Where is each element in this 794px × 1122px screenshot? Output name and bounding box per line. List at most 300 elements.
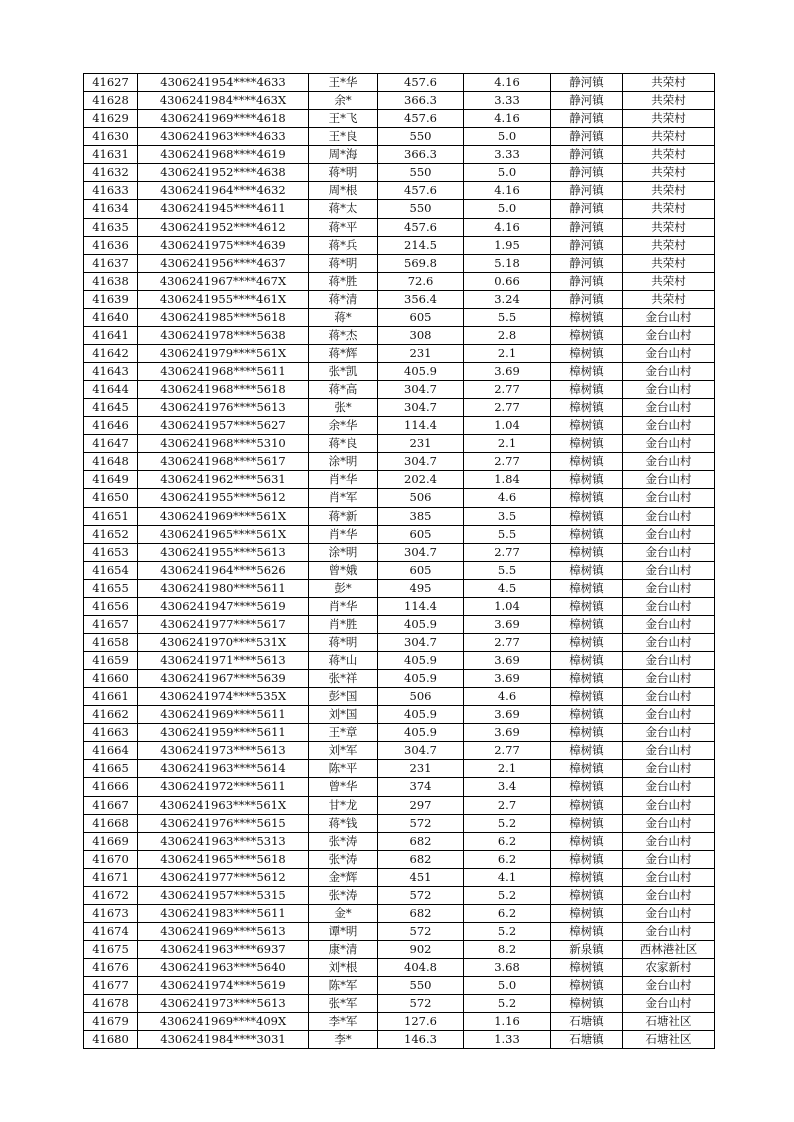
cell-area: 4.5 [464,579,551,597]
cell-area: 4.16 [464,182,551,200]
cell-area: 3.33 [464,92,551,110]
cell-amount: 457.6 [378,182,464,200]
cell-id-number: 4306241945****4611 [138,200,309,218]
cell-village: 金台山村 [623,344,715,362]
cell-row-number: 41662 [84,706,138,724]
cell-village: 共荣村 [623,164,715,182]
table-row [84,814,715,832]
cell-name: 蒋*杰 [309,326,378,344]
cell-name: 张*涛 [309,886,378,904]
cell-amount: 572 [378,814,464,832]
cell-area: 1.33 [464,1031,551,1049]
cell-town: 静河镇 [551,236,623,254]
cell-village: 金台山村 [623,760,715,778]
cell-id-number: 4306241970****531X [138,633,309,651]
cell-village: 共荣村 [623,74,715,92]
cell-village: 金台山村 [623,597,715,615]
cell-village: 共荣村 [623,128,715,146]
cell-village: 金台山村 [623,615,715,633]
cell-area: 2.77 [464,453,551,471]
cell-amount: 405.9 [378,652,464,670]
cell-row-number: 41679 [84,1013,138,1031]
cell-village: 金台山村 [623,778,715,796]
cell-village: 石塘社区 [623,1031,715,1049]
cell-id-number: 4306241963****5614 [138,760,309,778]
cell-id-number: 4306241956****4637 [138,254,309,272]
cell-row-number: 41635 [84,218,138,236]
table-row [84,236,715,254]
cell-id-number: 4306241964****4632 [138,182,309,200]
table-row [84,688,715,706]
cell-name: 陈*军 [309,977,378,995]
cell-area: 3.5 [464,507,551,525]
cell-id-number: 4306241963****561X [138,796,309,814]
cell-town: 樟树镇 [551,832,623,850]
cell-name: 蒋*新 [309,507,378,525]
cell-town: 静河镇 [551,272,623,290]
cell-row-number: 41630 [84,128,138,146]
cell-town: 樟树镇 [551,615,623,633]
cell-id-number: 4306241968****5611 [138,363,309,381]
cell-id-number: 4306241964****5626 [138,561,309,579]
cell-name: 王*飞 [309,110,378,128]
cell-amount: 405.9 [378,670,464,688]
cell-amount: 366.3 [378,92,464,110]
cell-name: 蒋*明 [309,633,378,651]
cell-village: 金台山村 [623,363,715,381]
cell-amount: 72.6 [378,272,464,290]
table-row [84,74,715,92]
cell-row-number: 41638 [84,272,138,290]
cell-row-number: 41651 [84,507,138,525]
cell-name: 康*清 [309,941,378,959]
cell-id-number: 4306241955****5613 [138,543,309,561]
cell-id-number: 4306241967****5639 [138,670,309,688]
cell-village: 金台山村 [623,326,715,344]
cell-area: 3.69 [464,706,551,724]
cell-amount: 682 [378,850,464,868]
table-row [84,326,715,344]
cell-area: 5.18 [464,254,551,272]
cell-town: 静河镇 [551,200,623,218]
table-row [84,182,715,200]
cell-village: 共荣村 [623,200,715,218]
cell-amount: 572 [378,922,464,940]
cell-area: 2.8 [464,326,551,344]
cell-id-number: 4306241978****5638 [138,326,309,344]
cell-amount: 550 [378,164,464,182]
cell-town: 静河镇 [551,182,623,200]
cell-village: 金台山村 [623,796,715,814]
table-row [84,218,715,236]
table-row [84,290,715,308]
cell-name: 蒋* [309,308,378,326]
table-row [84,399,715,417]
cell-name: 蒋*明 [309,164,378,182]
cell-name: 金* [309,904,378,922]
cell-id-number: 4306241973****5613 [138,995,309,1013]
cell-name: 肖*胜 [309,615,378,633]
cell-amount: 457.6 [378,74,464,92]
cell-row-number: 41678 [84,995,138,1013]
cell-town: 静河镇 [551,218,623,236]
table-row [84,561,715,579]
cell-amount: 457.6 [378,218,464,236]
cell-area: 2.1 [464,344,551,362]
table-row [84,381,715,399]
cell-town: 静河镇 [551,92,623,110]
cell-row-number: 41639 [84,290,138,308]
cell-row-number: 41628 [84,92,138,110]
cell-village: 金台山村 [623,561,715,579]
cell-town: 樟树镇 [551,995,623,1013]
cell-row-number: 41636 [84,236,138,254]
cell-village: 金台山村 [623,995,715,1013]
cell-name: 王*良 [309,128,378,146]
cell-amount: 605 [378,525,464,543]
table-row [84,507,715,525]
cell-village: 金台山村 [623,670,715,688]
cell-town: 樟树镇 [551,670,623,688]
cell-area: 1.04 [464,597,551,615]
cell-town: 石塘镇 [551,1013,623,1031]
cell-area: 5.0 [464,200,551,218]
cell-village: 金台山村 [623,868,715,886]
cell-amount: 231 [378,760,464,778]
cell-row-number: 41673 [84,904,138,922]
cell-row-number: 41672 [84,886,138,904]
cell-name: 蒋*胜 [309,272,378,290]
cell-area: 5.5 [464,525,551,543]
cell-town: 樟树镇 [551,525,623,543]
cell-village: 金台山村 [623,435,715,453]
cell-area: 2.1 [464,435,551,453]
table-row [84,308,715,326]
cell-name: 蒋*兵 [309,236,378,254]
table-row [84,742,715,760]
cell-id-number: 4306241959****5611 [138,724,309,742]
cell-village: 金台山村 [623,507,715,525]
cell-area: 1.16 [464,1013,551,1031]
cell-id-number: 4306241955****461X [138,290,309,308]
cell-name: 王*华 [309,74,378,92]
cell-name: 刘*军 [309,742,378,760]
cell-id-number: 4306241965****5618 [138,850,309,868]
cell-town: 静河镇 [551,74,623,92]
cell-row-number: 41658 [84,633,138,651]
cell-id-number: 4306241983****5611 [138,904,309,922]
cell-row-number: 41644 [84,381,138,399]
cell-amount: 214.5 [378,236,464,254]
cell-town: 樟树镇 [551,904,623,922]
cell-id-number: 4306241977****5617 [138,615,309,633]
cell-name: 曾*娥 [309,561,378,579]
cell-name: 肖*华 [309,471,378,489]
cell-row-number: 41680 [84,1031,138,1049]
table-row [84,489,715,507]
cell-town: 新泉镇 [551,941,623,959]
cell-id-number: 4306241957****5627 [138,417,309,435]
cell-row-number: 41633 [84,182,138,200]
table-row [84,543,715,561]
cell-town: 樟树镇 [551,706,623,724]
cell-town: 樟树镇 [551,868,623,886]
cell-name: 张*涛 [309,850,378,868]
cell-name: 涂*明 [309,543,378,561]
cell-area: 3.68 [464,959,551,977]
cell-amount: 405.9 [378,363,464,381]
cell-id-number: 4306241984****463X [138,92,309,110]
cell-row-number: 41629 [84,110,138,128]
cell-row-number: 41645 [84,399,138,417]
cell-area: 2.77 [464,633,551,651]
table-row [84,633,715,651]
cell-name: 周*根 [309,182,378,200]
cell-amount: 114.4 [378,597,464,615]
cell-row-number: 41654 [84,561,138,579]
cell-area: 1.84 [464,471,551,489]
cell-row-number: 41647 [84,435,138,453]
cell-id-number: 4306241967****467X [138,272,309,290]
cell-row-number: 41677 [84,977,138,995]
table-row [84,128,715,146]
cell-town: 樟树镇 [551,344,623,362]
cell-area: 5.2 [464,922,551,940]
cell-area: 4.1 [464,868,551,886]
cell-area: 5.0 [464,128,551,146]
cell-name: 张*祥 [309,670,378,688]
cell-area: 1.04 [464,417,551,435]
cell-area: 6.2 [464,850,551,868]
cell-village: 金台山村 [623,886,715,904]
cell-village: 金台山村 [623,652,715,670]
cell-village: 金台山村 [623,814,715,832]
table-row [84,959,715,977]
table-row [84,417,715,435]
cell-row-number: 41627 [84,74,138,92]
cell-town: 樟树镇 [551,543,623,561]
cell-id-number: 4306241969****5613 [138,922,309,940]
cell-row-number: 41650 [84,489,138,507]
cell-id-number: 4306241969****5611 [138,706,309,724]
cell-town: 樟树镇 [551,886,623,904]
cell-row-number: 41631 [84,146,138,164]
cell-town: 樟树镇 [551,579,623,597]
cell-id-number: 4306241965****561X [138,525,309,543]
cell-village: 共荣村 [623,92,715,110]
cell-town: 樟树镇 [551,652,623,670]
cell-amount: 451 [378,868,464,886]
cell-amount: 550 [378,128,464,146]
cell-town: 静河镇 [551,128,623,146]
cell-amount: 550 [378,977,464,995]
cell-village: 农家新村 [623,959,715,977]
cell-village: 金台山村 [623,381,715,399]
cell-village: 金台山村 [623,742,715,760]
table-row [84,760,715,778]
cell-area: 5.2 [464,886,551,904]
cell-id-number: 4306241979****561X [138,344,309,362]
cell-name: 谭*明 [309,922,378,940]
cell-village: 西林港社区 [623,941,715,959]
table-row [84,886,715,904]
cell-area: 0.66 [464,272,551,290]
table-row [84,164,715,182]
cell-amount: 569.8 [378,254,464,272]
cell-amount: 114.4 [378,417,464,435]
cell-amount: 405.9 [378,724,464,742]
cell-id-number: 4306241947****5619 [138,597,309,615]
cell-area: 8.2 [464,941,551,959]
table-row [84,922,715,940]
cell-amount: 202.4 [378,471,464,489]
cell-name: 余* [309,92,378,110]
cell-name: 蒋*明 [309,254,378,272]
cell-town: 静河镇 [551,290,623,308]
cell-area: 2.77 [464,381,551,399]
cell-town: 樟树镇 [551,597,623,615]
cell-row-number: 41643 [84,363,138,381]
cell-village: 金台山村 [623,579,715,597]
table-row [84,110,715,128]
cell-area: 4.6 [464,688,551,706]
cell-row-number: 41642 [84,344,138,362]
cell-area: 4.16 [464,74,551,92]
cell-id-number: 4306241974****535X [138,688,309,706]
cell-area: 4.16 [464,218,551,236]
cell-name: 王*章 [309,724,378,742]
cell-town: 樟树镇 [551,381,623,399]
cell-amount: 374 [378,778,464,796]
cell-row-number: 41641 [84,326,138,344]
cell-village: 石塘社区 [623,1013,715,1031]
cell-name: 张* [309,399,378,417]
cell-town: 樟树镇 [551,453,623,471]
cell-town: 樟树镇 [551,308,623,326]
cell-row-number: 41653 [84,543,138,561]
cell-village: 金台山村 [623,543,715,561]
cell-village: 金台山村 [623,633,715,651]
cell-name: 余*华 [309,417,378,435]
cell-area: 2.77 [464,742,551,760]
cell-amount: 366.3 [378,146,464,164]
cell-name: 蒋*辉 [309,344,378,362]
cell-town: 樟树镇 [551,688,623,706]
table-row [84,92,715,110]
cell-village: 金台山村 [623,850,715,868]
cell-town: 樟树镇 [551,507,623,525]
table-row [84,597,715,615]
cell-town: 樟树镇 [551,633,623,651]
cell-id-number: 4306241968****5310 [138,435,309,453]
cell-row-number: 41675 [84,941,138,959]
cell-id-number: 4306241985****5618 [138,308,309,326]
table-row [84,435,715,453]
cell-area: 3.33 [464,146,551,164]
cell-name: 李* [309,1031,378,1049]
cell-village: 金台山村 [623,525,715,543]
cell-amount: 231 [378,344,464,362]
cell-id-number: 4306241962****5631 [138,471,309,489]
cell-town: 石塘镇 [551,1031,623,1049]
cell-name: 肖*军 [309,489,378,507]
cell-name: 彭* [309,579,378,597]
cell-row-number: 41674 [84,922,138,940]
cell-row-number: 41637 [84,254,138,272]
cell-name: 曾*华 [309,778,378,796]
cell-village: 共荣村 [623,218,715,236]
table-row [84,344,715,362]
cell-area: 6.2 [464,832,551,850]
cell-village: 金台山村 [623,489,715,507]
cell-row-number: 41657 [84,615,138,633]
cell-town: 樟树镇 [551,922,623,940]
cell-village: 共荣村 [623,110,715,128]
cell-name: 甘*龙 [309,796,378,814]
cell-row-number: 41664 [84,742,138,760]
cell-row-number: 41670 [84,850,138,868]
cell-village: 金台山村 [623,706,715,724]
cell-name: 张*军 [309,995,378,1013]
cell-name: 蒋*清 [309,290,378,308]
cell-amount: 682 [378,832,464,850]
cell-name: 蒋*高 [309,381,378,399]
cell-town: 樟树镇 [551,796,623,814]
cell-id-number: 4306241977****5612 [138,868,309,886]
cell-row-number: 41640 [84,308,138,326]
cell-row-number: 41659 [84,652,138,670]
cell-name: 彭*国 [309,688,378,706]
cell-name: 蒋*山 [309,652,378,670]
cell-town: 樟树镇 [551,489,623,507]
cell-amount: 457.6 [378,110,464,128]
table-row [84,850,715,868]
cell-name: 周*海 [309,146,378,164]
cell-amount: 304.7 [378,453,464,471]
cell-area: 2.1 [464,760,551,778]
cell-area: 1.95 [464,236,551,254]
cell-amount: 506 [378,688,464,706]
cell-amount: 385 [378,507,464,525]
table-row [84,579,715,597]
cell-name: 金*辉 [309,868,378,886]
cell-area: 5.5 [464,561,551,579]
cell-area: 5.5 [464,308,551,326]
cell-village: 共荣村 [623,272,715,290]
cell-row-number: 41663 [84,724,138,742]
cell-area: 5.2 [464,995,551,1013]
cell-village: 金台山村 [623,977,715,995]
table-row [84,363,715,381]
cell-town: 樟树镇 [551,959,623,977]
cell-row-number: 41669 [84,832,138,850]
cell-id-number: 4306241984****3031 [138,1031,309,1049]
cell-town: 静河镇 [551,164,623,182]
cell-id-number: 4306241976****5615 [138,814,309,832]
table-row [84,1013,715,1031]
cell-area: 2.77 [464,543,551,561]
cell-row-number: 41655 [84,579,138,597]
table-row [84,272,715,290]
cell-name: 蒋*平 [309,218,378,236]
cell-id-number: 4306241963****5640 [138,959,309,977]
cell-amount: 304.7 [378,381,464,399]
cell-name: 肖*华 [309,597,378,615]
cell-id-number: 4306241952****4638 [138,164,309,182]
table-row [84,254,715,272]
cell-name: 张*涛 [309,832,378,850]
cell-row-number: 41649 [84,471,138,489]
